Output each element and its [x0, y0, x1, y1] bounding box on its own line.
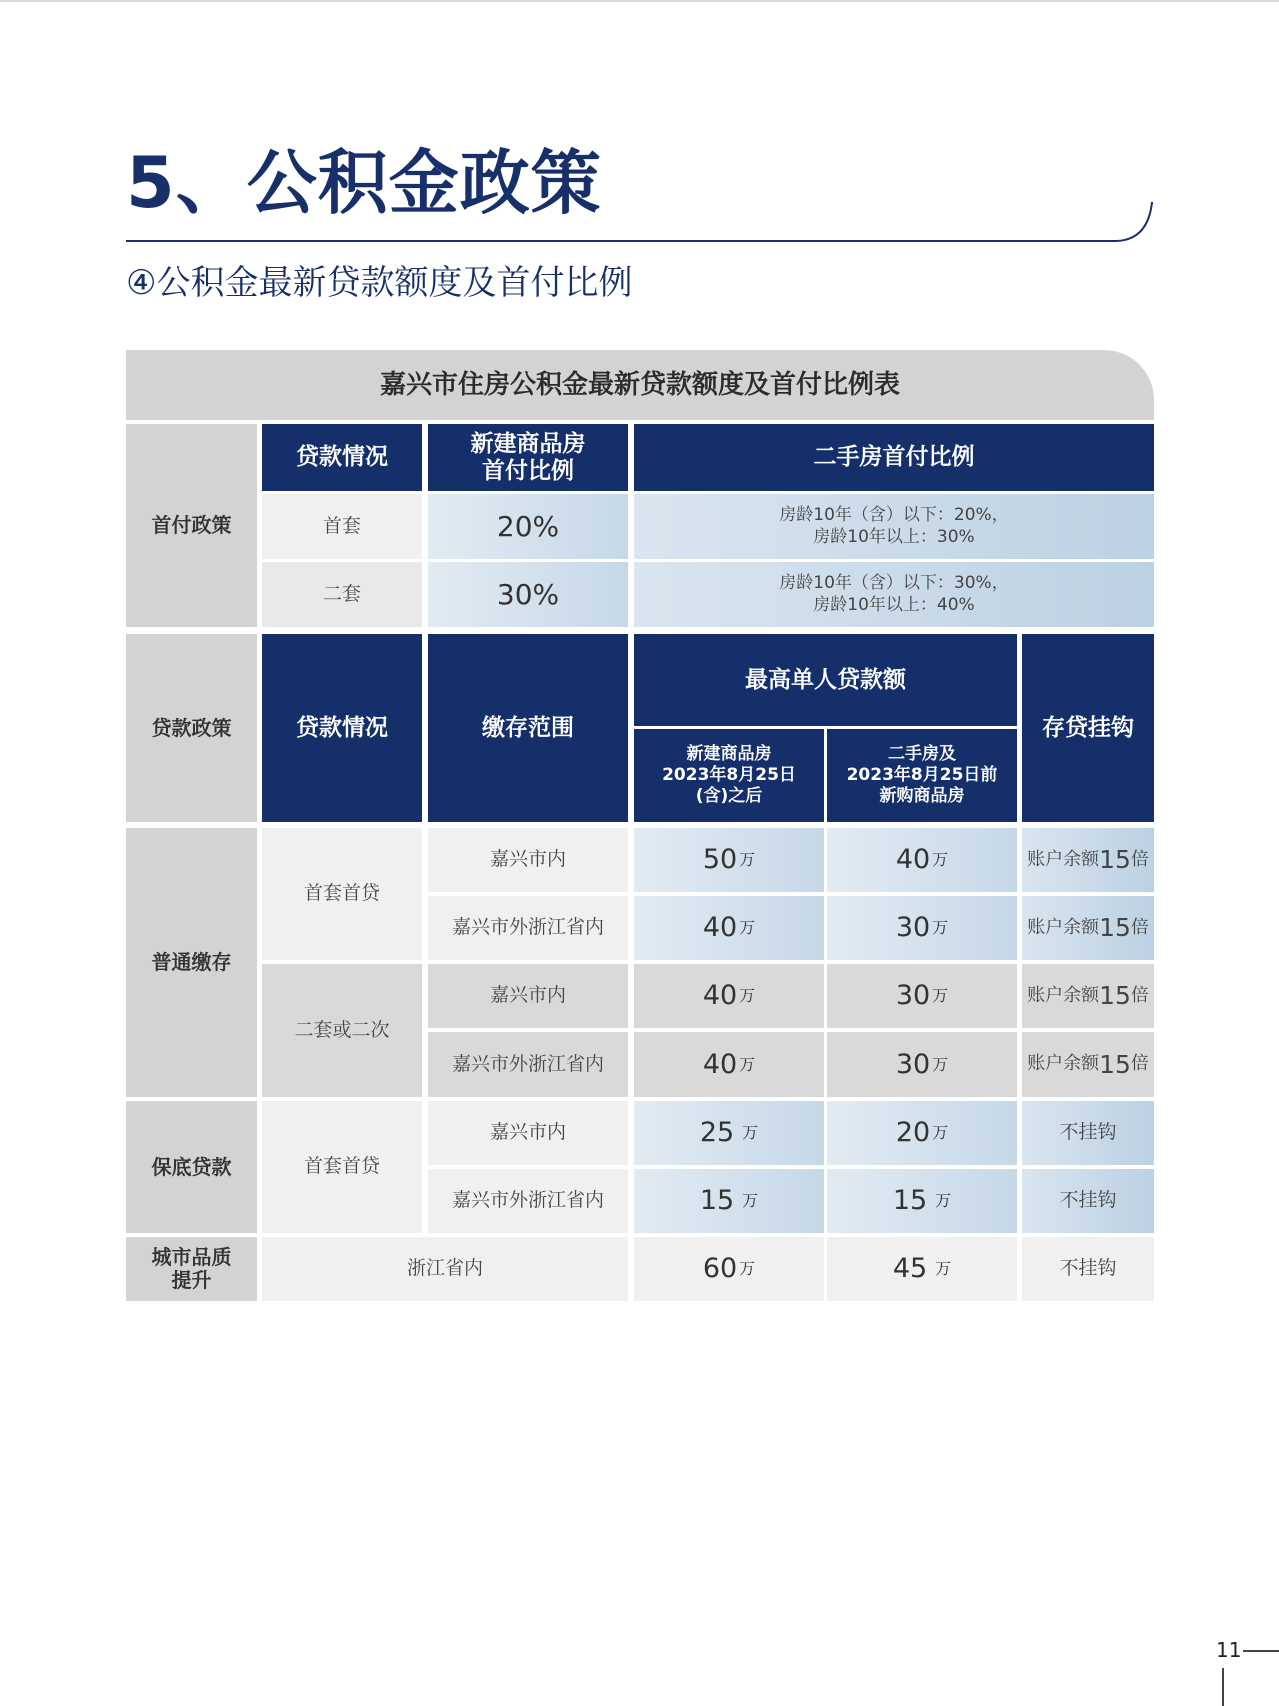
link-multiple: 15 — [1099, 913, 1131, 943]
header-new-house-ratio: 新建商品房 首付比例 — [428, 424, 628, 491]
header-max-loan-second: 二手房及 2023年8月25日前 新购商品房 — [827, 729, 1017, 822]
regular-second-new-2 — [634, 1032, 824, 1097]
minimum-link-1: 不挂钩 — [1022, 1101, 1154, 1165]
link-multiple: 15 — [1099, 845, 1131, 875]
amount-value: 40 — [702, 912, 738, 944]
link-suffix: 倍 — [1130, 984, 1149, 1006]
amount-unit: 万 — [739, 918, 756, 937]
category-regular-deposit: 普通缴存 — [126, 828, 257, 1097]
header-deposit-link: 存贷挂钩 — [1022, 634, 1154, 822]
regular-second-link-1 — [1022, 964, 1154, 1028]
minimum-scope-1: 嘉兴市内 — [428, 1101, 628, 1165]
amount-unit: 万 — [739, 986, 756, 1005]
regular-first-new-1 — [634, 828, 824, 892]
header-loan-situation-2: 贷款情况 — [262, 634, 422, 822]
amount-value: 40 — [702, 980, 738, 1012]
regular-second-link-2 — [1022, 1032, 1154, 1097]
minimum-scope-2: 嘉兴市外浙江省内 — [428, 1169, 628, 1233]
amount-unit: 万 — [742, 1191, 759, 1210]
header-deposit-scope: 缴存范围 — [428, 634, 628, 822]
down-first-second-ratio: 房龄10年（含）以下：20%， 房龄10年以上：30% — [634, 494, 1154, 559]
amount-value: 30 — [895, 980, 931, 1012]
regular-first-link-2 — [1022, 896, 1154, 960]
city-quality-scope: 浙江省内 — [262, 1237, 628, 1301]
amount-unit: 万 — [932, 986, 949, 1005]
section-label-loan-policy: 贷款政策 — [126, 634, 257, 822]
amount-unit: 万 — [932, 1123, 949, 1142]
regular-second-situation: 二套或二次 — [262, 964, 422, 1097]
minimum-second-1 — [827, 1101, 1017, 1165]
amount-unit: 万 — [739, 1259, 756, 1278]
section-subtitle: ④公积金最新贷款额度及首付比例 — [126, 263, 633, 303]
regular-second-scope-1: 嘉兴市内 — [428, 964, 628, 1028]
regular-first-link-1 — [1022, 828, 1154, 892]
link-suffix: 倍 — [1130, 1053, 1149, 1075]
city-quality-link: 不挂钩 — [1022, 1237, 1154, 1301]
regular-second-second-1 — [827, 964, 1017, 1028]
minimum-second-2 — [827, 1169, 1017, 1233]
regular-first-new-2 — [634, 896, 824, 960]
minimum-situation: 首套首贷 — [262, 1101, 422, 1233]
regular-second-second-2 — [827, 1032, 1017, 1097]
amount-value: 20 — [895, 1117, 931, 1149]
amount-unit: 万 — [739, 850, 756, 869]
minimum-link-2: 不挂钩 — [1022, 1169, 1154, 1233]
link-suffix: 倍 — [1130, 916, 1149, 938]
regular-first-second-1 — [827, 828, 1017, 892]
minimum-new-2 — [634, 1169, 824, 1233]
section-label-down-payment: 首付政策 — [126, 424, 257, 627]
amount-value: 60 — [702, 1253, 738, 1285]
amount-unit: 万 — [932, 918, 949, 937]
page-title: 5、公积金政策 — [126, 142, 602, 224]
minimum-new-1 — [634, 1101, 824, 1165]
page-number-rule-horizontal — [1243, 1650, 1279, 1652]
header-loan-situation: 贷款情况 — [262, 424, 422, 491]
down-first-new-ratio: 20% — [428, 494, 628, 559]
link-prefix: 账户余额 — [1027, 984, 1100, 1006]
category-city-quality: 城市品质 提升 — [126, 1237, 257, 1301]
amount-value: 40 — [895, 844, 931, 876]
amount-unit: 万 — [935, 1191, 952, 1210]
amount-unit: 万 — [932, 1054, 949, 1074]
down-second-situation: 二套 — [262, 562, 422, 627]
amount-value: 15 — [892, 1185, 928, 1217]
amount-value: 25 — [699, 1117, 735, 1149]
regular-first-scope-1: 嘉兴市内 — [428, 828, 628, 892]
amount-unit: 万 — [932, 850, 949, 869]
link-multiple: 15 — [1099, 1049, 1131, 1079]
regular-first-second-2 — [827, 896, 1017, 960]
link-prefix: 账户余额 — [1027, 848, 1100, 870]
amount-value: 45 — [892, 1253, 928, 1285]
city-quality-new — [634, 1237, 824, 1301]
link-suffix: 倍 — [1130, 848, 1149, 870]
amount-unit: 万 — [742, 1123, 759, 1142]
category-minimum-loan: 保底贷款 — [126, 1101, 257, 1233]
amount-value: 30 — [895, 1048, 931, 1080]
regular-first-situation: 首套首贷 — [262, 828, 422, 960]
amount-value: 30 — [895, 912, 931, 944]
amount-value: 15 — [699, 1185, 735, 1217]
regular-second-new-1 — [634, 964, 824, 1028]
page-number: 11 — [1216, 1638, 1242, 1662]
link-multiple: 15 — [1099, 981, 1131, 1011]
city-quality-second — [827, 1237, 1017, 1301]
down-second-new-ratio: 30% — [428, 562, 628, 627]
table-caption: 嘉兴市住房公积金最新贷款额度及首付比例表 — [126, 350, 1154, 420]
down-second-second-ratio: 房龄10年（含）以下：30%， 房龄10年以上：40% — [634, 562, 1154, 627]
title-underline — [126, 140, 1154, 243]
link-prefix: 账户余额 — [1027, 916, 1100, 938]
header-max-loan: 最高单人贷款额 — [634, 634, 1017, 726]
amount-value: 40 — [702, 1048, 738, 1080]
link-prefix: 账户余额 — [1027, 1053, 1100, 1075]
regular-second-scope-2: 嘉兴市外浙江省内 — [428, 1032, 628, 1097]
top-rule — [0, 0, 1279, 2]
amount-unit: 万 — [739, 1054, 756, 1074]
amount-unit: 万 — [935, 1259, 952, 1278]
header-second-hand-ratio: 二手房首付比例 — [634, 424, 1154, 491]
amount-value: 50 — [702, 844, 738, 876]
down-first-situation: 首套 — [262, 494, 422, 559]
header-max-loan-new: 新建商品房 2023年8月25日 (含)之后 — [634, 729, 824, 822]
page-number-rule-vertical — [1222, 1668, 1224, 1706]
regular-first-scope-2: 嘉兴市外浙江省内 — [428, 896, 628, 960]
